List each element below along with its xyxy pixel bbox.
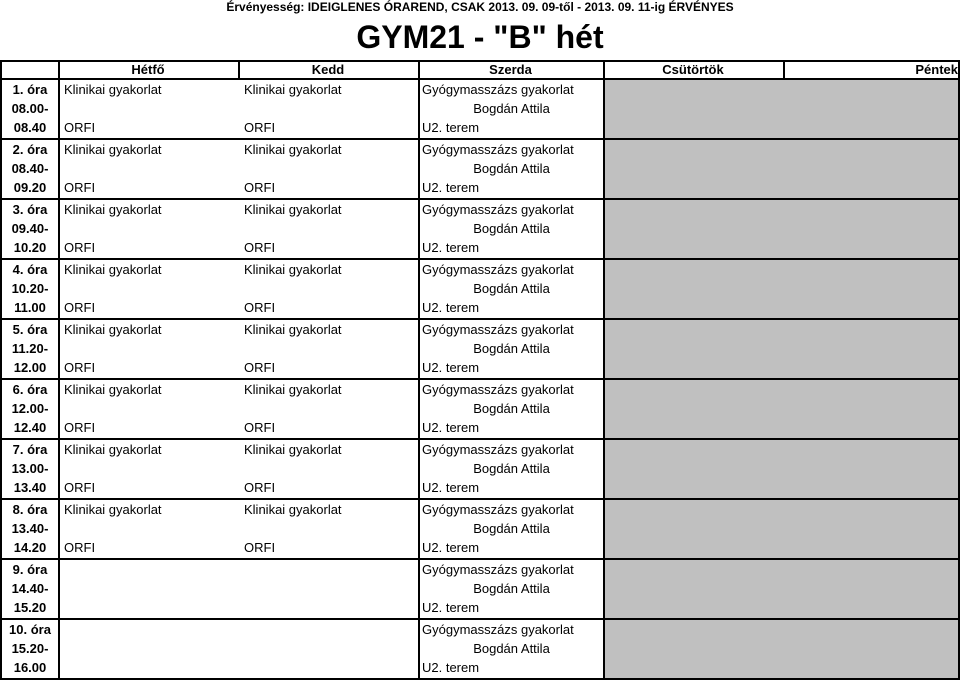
tuesday-cell — [240, 380, 418, 438]
empty-cell — [603, 80, 958, 138]
wednesday-cell — [420, 440, 603, 498]
monday-subject: Klinikai gyakorlat — [64, 502, 162, 517]
tuesday-cell — [240, 260, 418, 318]
slot-label — [2, 260, 58, 318]
wednesday-room: U2. terem — [422, 300, 480, 315]
wednesday-room: U2. terem — [422, 120, 480, 135]
empty-cell — [603, 320, 958, 378]
slot-number: 3. óra — [12, 202, 48, 217]
wednesday-teacher: Bogdán Attila — [473, 581, 550, 596]
tuesday-cell — [240, 440, 418, 498]
monday-room: ORFI — [64, 540, 96, 555]
monday-cell — [60, 440, 238, 498]
monday-room: ORFI — [64, 480, 96, 495]
wednesday-subject: Gyógymasszázs gyakorlat — [422, 562, 574, 577]
monday-cell — [60, 320, 238, 378]
wednesday-teacher: Bogdán Attila — [473, 221, 550, 236]
tuesday-cell — [240, 320, 418, 378]
slot-label — [2, 200, 58, 258]
slot-number: 5. óra — [12, 322, 48, 337]
grid-line — [0, 378, 960, 380]
wednesday-room: U2. terem — [422, 660, 480, 675]
slot-number: 7. óra — [12, 442, 48, 457]
tuesday-room: ORFI — [244, 300, 276, 315]
slot-start: 11.20- — [11, 341, 49, 356]
tuesday-subject: Klinikai gyakorlat — [244, 382, 342, 397]
day-header-thursday: Csütörtök — [662, 62, 724, 77]
slot-label — [2, 320, 58, 378]
grid-line — [783, 60, 785, 80]
page-title: GYM21 - "B" hét — [356, 19, 604, 55]
tuesday-subject: Klinikai gyakorlat — [244, 322, 342, 337]
wednesday-cell — [420, 200, 603, 258]
grid-line — [0, 78, 960, 80]
slot-start: 15.20- — [11, 641, 49, 656]
tuesday-room: ORFI — [244, 540, 276, 555]
day-header-wednesday: Szerda — [489, 62, 532, 77]
monday-cell — [60, 140, 238, 198]
wednesday-room: U2. terem — [422, 480, 480, 495]
wednesday-subject: Gyógymasszázs gyakorlat — [422, 82, 574, 97]
monday-room: ORFI — [64, 240, 96, 255]
grid-line — [0, 258, 960, 260]
day-header-monday: Hétfő — [131, 62, 165, 77]
grid-line — [0, 558, 960, 560]
wednesday-cell — [420, 80, 603, 138]
grid-line — [0, 198, 960, 200]
empty-cell — [603, 440, 958, 498]
wednesday-subject: Gyógymasszázs gyakorlat — [422, 142, 574, 157]
monday-cell — [60, 560, 238, 618]
empty-cell — [603, 620, 958, 678]
monday-cell — [60, 200, 238, 258]
wednesday-room: U2. terem — [422, 360, 480, 375]
wednesday-cell — [420, 380, 603, 438]
wednesday-subject: Gyógymasszázs gyakorlat — [422, 622, 574, 637]
slot-start: 12.00- — [11, 401, 49, 416]
slot-label — [2, 620, 58, 678]
monday-room — [60, 598, 238, 617]
slot-label — [2, 80, 58, 138]
slot-end: 16.00 — [13, 660, 47, 675]
wednesday-teacher: Bogdán Attila — [473, 461, 550, 476]
grid-line — [418, 60, 420, 678]
slot-start: 13.40- — [11, 521, 49, 536]
grid-line — [0, 318, 960, 320]
monday-room: ORFI — [64, 360, 96, 375]
slot-number: 4. óra — [12, 262, 48, 277]
monday-subject: Klinikai gyakorlat — [64, 142, 162, 157]
slot-end: 12.00 — [13, 360, 47, 375]
empty-cell — [603, 260, 958, 318]
empty-cell — [603, 380, 958, 438]
wednesday-teacher: Bogdán Attila — [473, 341, 550, 356]
wednesday-teacher: Bogdán Attila — [473, 521, 550, 536]
grid-line — [0, 618, 960, 620]
wednesday-teacher: Bogdán Attila — [473, 161, 550, 176]
slot-start: 14.40- — [11, 581, 49, 596]
slot-end: 09.20 — [13, 180, 47, 195]
wednesday-cell — [420, 140, 603, 198]
wednesday-room: U2. terem — [422, 420, 480, 435]
tuesday-room — [240, 598, 418, 617]
tuesday-subject — [240, 620, 418, 639]
tuesday-cell — [240, 560, 418, 618]
grid-line — [0, 60, 2, 678]
wednesday-teacher: Bogdán Attila — [473, 281, 550, 296]
monday-subject: Klinikai gyakorlat — [64, 262, 162, 277]
tuesday-subject: Klinikai gyakorlat — [244, 142, 342, 157]
slot-number: 1. óra — [12, 82, 48, 97]
slot-number: 10. óra — [9, 622, 51, 637]
tuesday-cell — [240, 140, 418, 198]
monday-room — [60, 658, 238, 677]
slot-end: 12.40 — [13, 420, 47, 435]
monday-subject — [60, 560, 238, 579]
empty-cell — [603, 200, 958, 258]
grid-line — [0, 138, 960, 140]
wednesday-cell — [420, 560, 603, 618]
tuesday-room: ORFI — [244, 240, 276, 255]
monday-cell — [60, 620, 238, 678]
tuesday-room: ORFI — [244, 120, 276, 135]
wednesday-subject: Gyógymasszázs gyakorlat — [422, 382, 574, 397]
wednesday-room: U2. terem — [422, 240, 480, 255]
slot-label — [2, 380, 58, 438]
monday-room: ORFI — [64, 300, 96, 315]
wednesday-subject: Gyógymasszázs gyakorlat — [422, 502, 574, 517]
slot-start: 09.40- — [11, 221, 49, 236]
monday-subject: Klinikai gyakorlat — [64, 442, 162, 457]
empty-cell — [603, 500, 958, 558]
tuesday-room: ORFI — [244, 420, 276, 435]
slot-start: 13.00- — [11, 461, 49, 476]
slot-label — [2, 500, 58, 558]
grid-line — [603, 60, 605, 678]
wednesday-cell — [420, 320, 603, 378]
monday-subject: Klinikai gyakorlat — [64, 202, 162, 217]
day-header-friday: Péntek — [915, 62, 958, 77]
slot-end: 13.40 — [13, 480, 47, 495]
wednesday-cell — [420, 620, 603, 678]
monday-subject — [60, 620, 238, 639]
wednesday-room: U2. terem — [422, 180, 480, 195]
grid-line — [58, 60, 60, 678]
grid-line — [0, 498, 960, 500]
slot-end: 08.40 — [13, 120, 47, 135]
slot-end: 15.20 — [13, 600, 47, 615]
monday-room: ORFI — [64, 420, 96, 435]
slot-start: 10.20- — [11, 281, 49, 296]
tuesday-subject: Klinikai gyakorlat — [244, 202, 342, 217]
tuesday-subject: Klinikai gyakorlat — [244, 262, 342, 277]
monday-room: ORFI — [64, 120, 96, 135]
tuesday-subject — [240, 560, 418, 579]
slot-start: 08.40- — [11, 161, 49, 176]
monday-room: ORFI — [64, 180, 96, 195]
grid-line — [0, 60, 960, 62]
wednesday-teacher: Bogdán Attila — [473, 101, 550, 116]
wednesday-cell — [420, 260, 603, 318]
monday-subject: Klinikai gyakorlat — [64, 82, 162, 97]
wednesday-cell — [420, 500, 603, 558]
validity-line: Érvényesség: IDEIGLENES ÓRAREND, CSAK 2013. 09. 09-től - 2013. 09. 11-ig ÉRVÉNYES — [226, 0, 734, 14]
tuesday-room: ORFI — [244, 360, 276, 375]
slot-number: 6. óra — [12, 382, 48, 397]
grid-line — [0, 438, 960, 440]
wednesday-subject: Gyógymasszázs gyakorlat — [422, 262, 574, 277]
tuesday-cell — [240, 80, 418, 138]
empty-cell — [603, 560, 958, 618]
tuesday-subject: Klinikai gyakorlat — [244, 502, 342, 517]
slot-end: 14.20 — [13, 540, 47, 555]
slot-number: 9. óra — [12, 562, 48, 577]
wednesday-teacher: Bogdán Attila — [473, 401, 550, 416]
slot-end: 10.20 — [13, 240, 47, 255]
tuesday-room: ORFI — [244, 480, 276, 495]
wednesday-room: U2. terem — [422, 540, 480, 555]
tuesday-cell — [240, 620, 418, 678]
slot-label — [2, 140, 58, 198]
slot-start: 08.00- — [11, 101, 49, 116]
grid-line — [238, 60, 240, 80]
slot-label — [2, 440, 58, 498]
tuesday-subject: Klinikai gyakorlat — [244, 442, 342, 457]
slot-label — [2, 560, 58, 618]
monday-cell — [60, 380, 238, 438]
wednesday-room: U2. terem — [422, 600, 480, 615]
wednesday-subject: Gyógymasszázs gyakorlat — [422, 322, 574, 337]
tuesday-room — [240, 658, 418, 677]
slot-number: 2. óra — [12, 142, 48, 157]
monday-subject: Klinikai gyakorlat — [64, 322, 162, 337]
wednesday-subject: Gyógymasszázs gyakorlat — [422, 442, 574, 457]
tuesday-room: ORFI — [244, 180, 276, 195]
wednesday-subject: Gyógymasszázs gyakorlat — [422, 202, 574, 217]
day-header-tuesday: Kedd — [311, 62, 345, 77]
slot-end: 11.00 — [14, 300, 46, 315]
tuesday-cell — [240, 200, 418, 258]
slot-number: 8. óra — [12, 502, 48, 517]
monday-cell — [60, 500, 238, 558]
monday-cell — [60, 260, 238, 318]
tuesday-subject: Klinikai gyakorlat — [244, 82, 342, 97]
wednesday-teacher: Bogdán Attila — [473, 641, 550, 656]
empty-cell — [603, 140, 958, 198]
monday-subject: Klinikai gyakorlat — [64, 382, 162, 397]
tuesday-cell — [240, 500, 418, 558]
monday-cell — [60, 80, 238, 138]
